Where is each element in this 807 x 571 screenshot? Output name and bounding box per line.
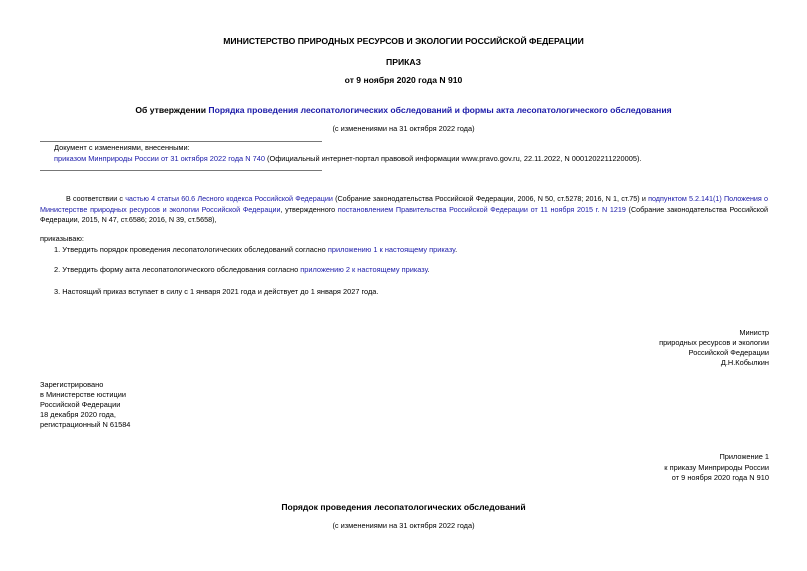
- appendix-1-link[interactable]: приложению 1 к настоящему приказу: [327, 245, 456, 254]
- title-changes-note: (с изменениями на 31 октября 2022 года): [332, 124, 475, 133]
- registration-date: 18 декабря 2020 года,: [40, 410, 116, 419]
- preamble-text-4: (Собрание законодательства Российской Федерации, 2015, N 47, ст.6586; 2016, N 39, ст.5658),: [40, 204, 768, 224]
- title-link[interactable]: Порядка проведения лесопатологических обследований и формы акта лесопатологического обследования: [208, 105, 672, 115]
- item-2-end: .: [427, 265, 430, 274]
- doc-type-heading: ПРИКАЗ: [386, 57, 421, 67]
- registration-number: регистрационный N 61584: [40, 420, 131, 429]
- preamble-paragraph: [40, 194, 768, 226]
- preamble-text-2: (Собрание законодательства Российской Федерации, 2006, N 50, ст.5278; 2016, N 1, ст.75) и: [332, 194, 649, 203]
- preamble-text-1: В соответствии с: [66, 194, 126, 203]
- item-3-text: 3. Настоящий приказ вступает в силу с 1 января 2021 года и действует до 1 января 2027 года.: [54, 287, 379, 296]
- registration-line-1: Зарегистрировано: [40, 380, 104, 389]
- preamble-text-3: , утвержденного: [280, 204, 338, 214]
- order-item-1: [54, 245, 457, 255]
- registration-line-2: в Министерстве юстиции: [40, 390, 127, 399]
- amendment-link[interactable]: приказом Минприроды России от 31 октября 2022 года N 740: [54, 154, 265, 163]
- title-prefix: Об утверждении: [135, 105, 209, 115]
- order-word: приказываю:: [40, 234, 84, 243]
- appendix-changes-note: (с изменениями на 31 октября 2022 года): [332, 521, 475, 530]
- appendix-label: Приложение 1: [719, 452, 769, 461]
- regulation-subpoint-link[interactable]: подпунктом 5.2.141(1) Положения о Министерстве природных ресурсов и экологии Российской Федерации: [40, 194, 769, 214]
- signature-ministry: природных ресурсов и экологии: [659, 338, 769, 347]
- signature-name: Д.Н.Кобылкин: [720, 358, 769, 367]
- changes-label: Документ с изменениями, внесенными:: [54, 143, 190, 152]
- item-1-end: .: [455, 245, 458, 254]
- forest-code-link[interactable]: частью 4 статьи 60.6 Лесного кодекса Российской Федерации: [125, 194, 333, 203]
- date-number: от 9 ноября 2020 года N 910: [344, 75, 463, 85]
- order-item-2: [54, 265, 430, 275]
- item-2-text: 2. Утвердить форму акта лесопатологического обследования согласно: [54, 265, 301, 274]
- signature-country: Российской Федерации: [688, 348, 769, 357]
- appendix-order-date: от 9 ноября 2020 года N 910: [671, 473, 769, 482]
- registration-line-3: Российской Федерации: [40, 400, 121, 409]
- government-decree-link[interactable]: постановлением Правительства Российской Федерации от 11 ноября 2015 г. N 1219: [337, 204, 626, 214]
- order-item-3: [54, 287, 378, 297]
- changes-top-rule: [40, 141, 322, 142]
- appendix-order-ref: к приказу Минприроды России: [664, 463, 769, 472]
- changes-bottom-rule: [40, 170, 322, 171]
- signature-title: Министр: [739, 328, 769, 337]
- changes-line: [54, 154, 642, 164]
- ministry-heading: МИНИСТЕРСТВО ПРИРОДНЫХ РЕСУРСОВ И ЭКОЛОГИИ РОССИЙСКОЙ ФЕДЕРАЦИИ: [223, 36, 584, 46]
- appendix-2-link[interactable]: приложению 2 к настоящему приказу: [300, 265, 428, 274]
- amendment-source: (Официальный интернет-портал правовой информации www.pravo.gov.ru, 22.11.2022, N 0001202211220005).: [264, 154, 642, 163]
- document-title: [0, 105, 807, 115]
- item-1-text: 1. Утвердить порядок проведения лесопатологических обследований согласно: [54, 245, 328, 254]
- appendix-title: Порядок проведения лесопатологических обследований: [281, 502, 526, 512]
